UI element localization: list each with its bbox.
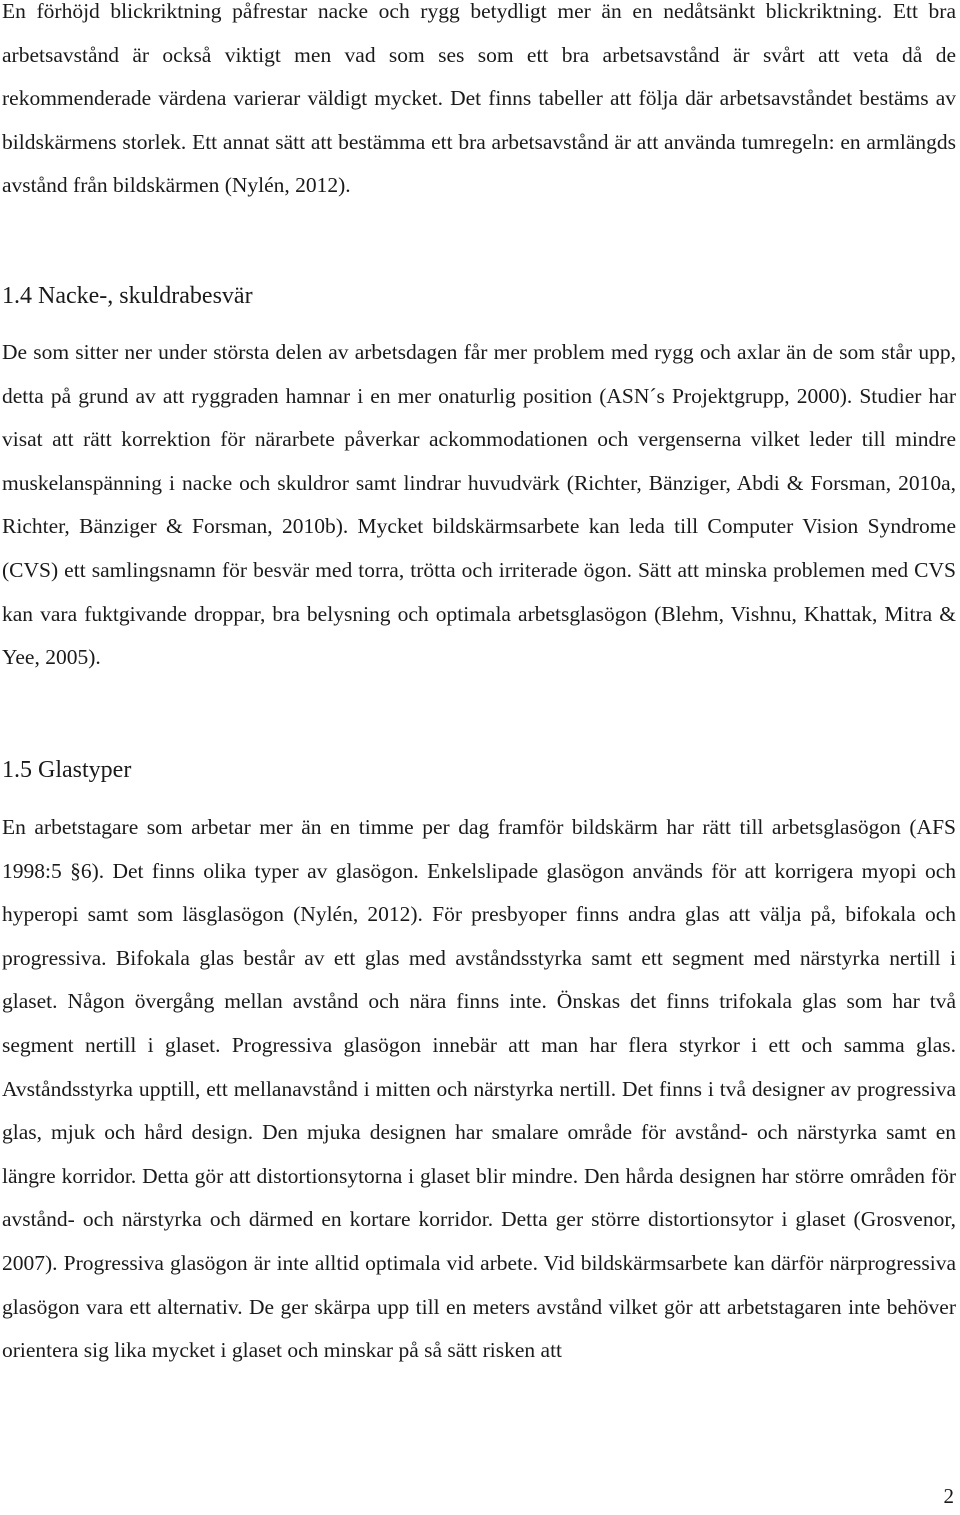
paragraph-neck-shoulder-complaints: De som sitter ner under största delen av arbetsdagen får mer problem med rygg och axlar än de som står upp, detta på grund av att ryggraden hamnar i en mer onaturlig position (ASN´s Projektgrupp, 2000). Studier har visat att rätt korrektion för närarbete påverkar ackommodationen och vergenserna vilket leder till mindre muskelanspänning i nacke och skuldror samt lindrar huvudvärk (Richter, Bänziger, Abdi & Forsman, 2010a, Richter, Bänziger & Forsman, 2010b). Mycket bildskärmsarbete kan leda till Computer Vision Syndrome (CVS) ett samlingsnamn för besvär med torra, trötta och irriterade ögon. Sätt att minska problemen med CVS kan vara fuktgivande droppar, bra belysning och optimala arbetsglasögon (Blehm, Vishnu, Khattak, Mitra & Yee, 2005). [2,340,956,670]
page-number: 2 [943,1484,954,1508]
section-heading-lens-types: 1.5 Glastyper [2,757,132,783]
paragraph-working-distance: En förhöjd blickriktning påfrestar nacke och rygg betydligt mer än en nedåtsänkt blickriktning. Ett bra arbetsavstånd är också viktigt men vad som ses som ett bra arbetsavstånd är svårt att veta då de rekommenderade värdena varierar väldigt mycket. Det finns tabeller att följa där arbetsavståndet bestäms av bildskärmens storlek. Ett annat sätt att bestämma ett bra arbetsavstånd är att använda tumregeln: en armlängds avstånd från bildskärmen (Nylén, 2012). [2,0,956,198]
paragraph-lens-types: En arbetstagare som arbetar mer än en timme per dag framför bildskärm har rätt till arbetsglasögon (AFS 1998:5 §6). Det finns olika typer av glasögon. Enkelslipade glasögon används för att korrigera myopi och hyperopi samt som läsglasögon (Nylén, 2012). För presbyoper finns andra glas att välja på, bifokala och progressiva. Bifokala glas består av ett glas med avståndsstyrka samt ett segment med närstyrka nertill i glaset. Någon övergång mellan avstånd och nära finns inte. Önskas det finns trifokala glas som har två segment nertill i glaset. Progressiva glasögon innebär att man har flera styrkor i ett och samma glas. Avståndsstyrka upptill, ett mellanavstånd i mitten och närstyrka nertill. Det finns i två designer av progressiva glas, mjuk och hård design. Den mjuka designen har smalare område för avstånd- och närstyrka samt en längre korridor. Detta gör att distortionsytorna i glaset blir mindre. Den hårda designen har större områden för avstånd- och närstyrka och därmed en kortare korridor. Detta ger större distortionsytor i glaset (Grosvenor, 2007). Progressiva glasögon är inte alltid optimala vid arbete. Vid bildskärmsarbete kan därför närprogressiva glasögon vara ett alternativ. De ger skärpa upp till en meters avstånd vilket gör att arbetstagaren inte behöver orientera sig lika mycket i glaset och minskar på så sätt risken att [2,815,956,1363]
section-heading-neck-shoulder: 1.4 Nacke-, skuldrabesvär [2,283,253,309]
